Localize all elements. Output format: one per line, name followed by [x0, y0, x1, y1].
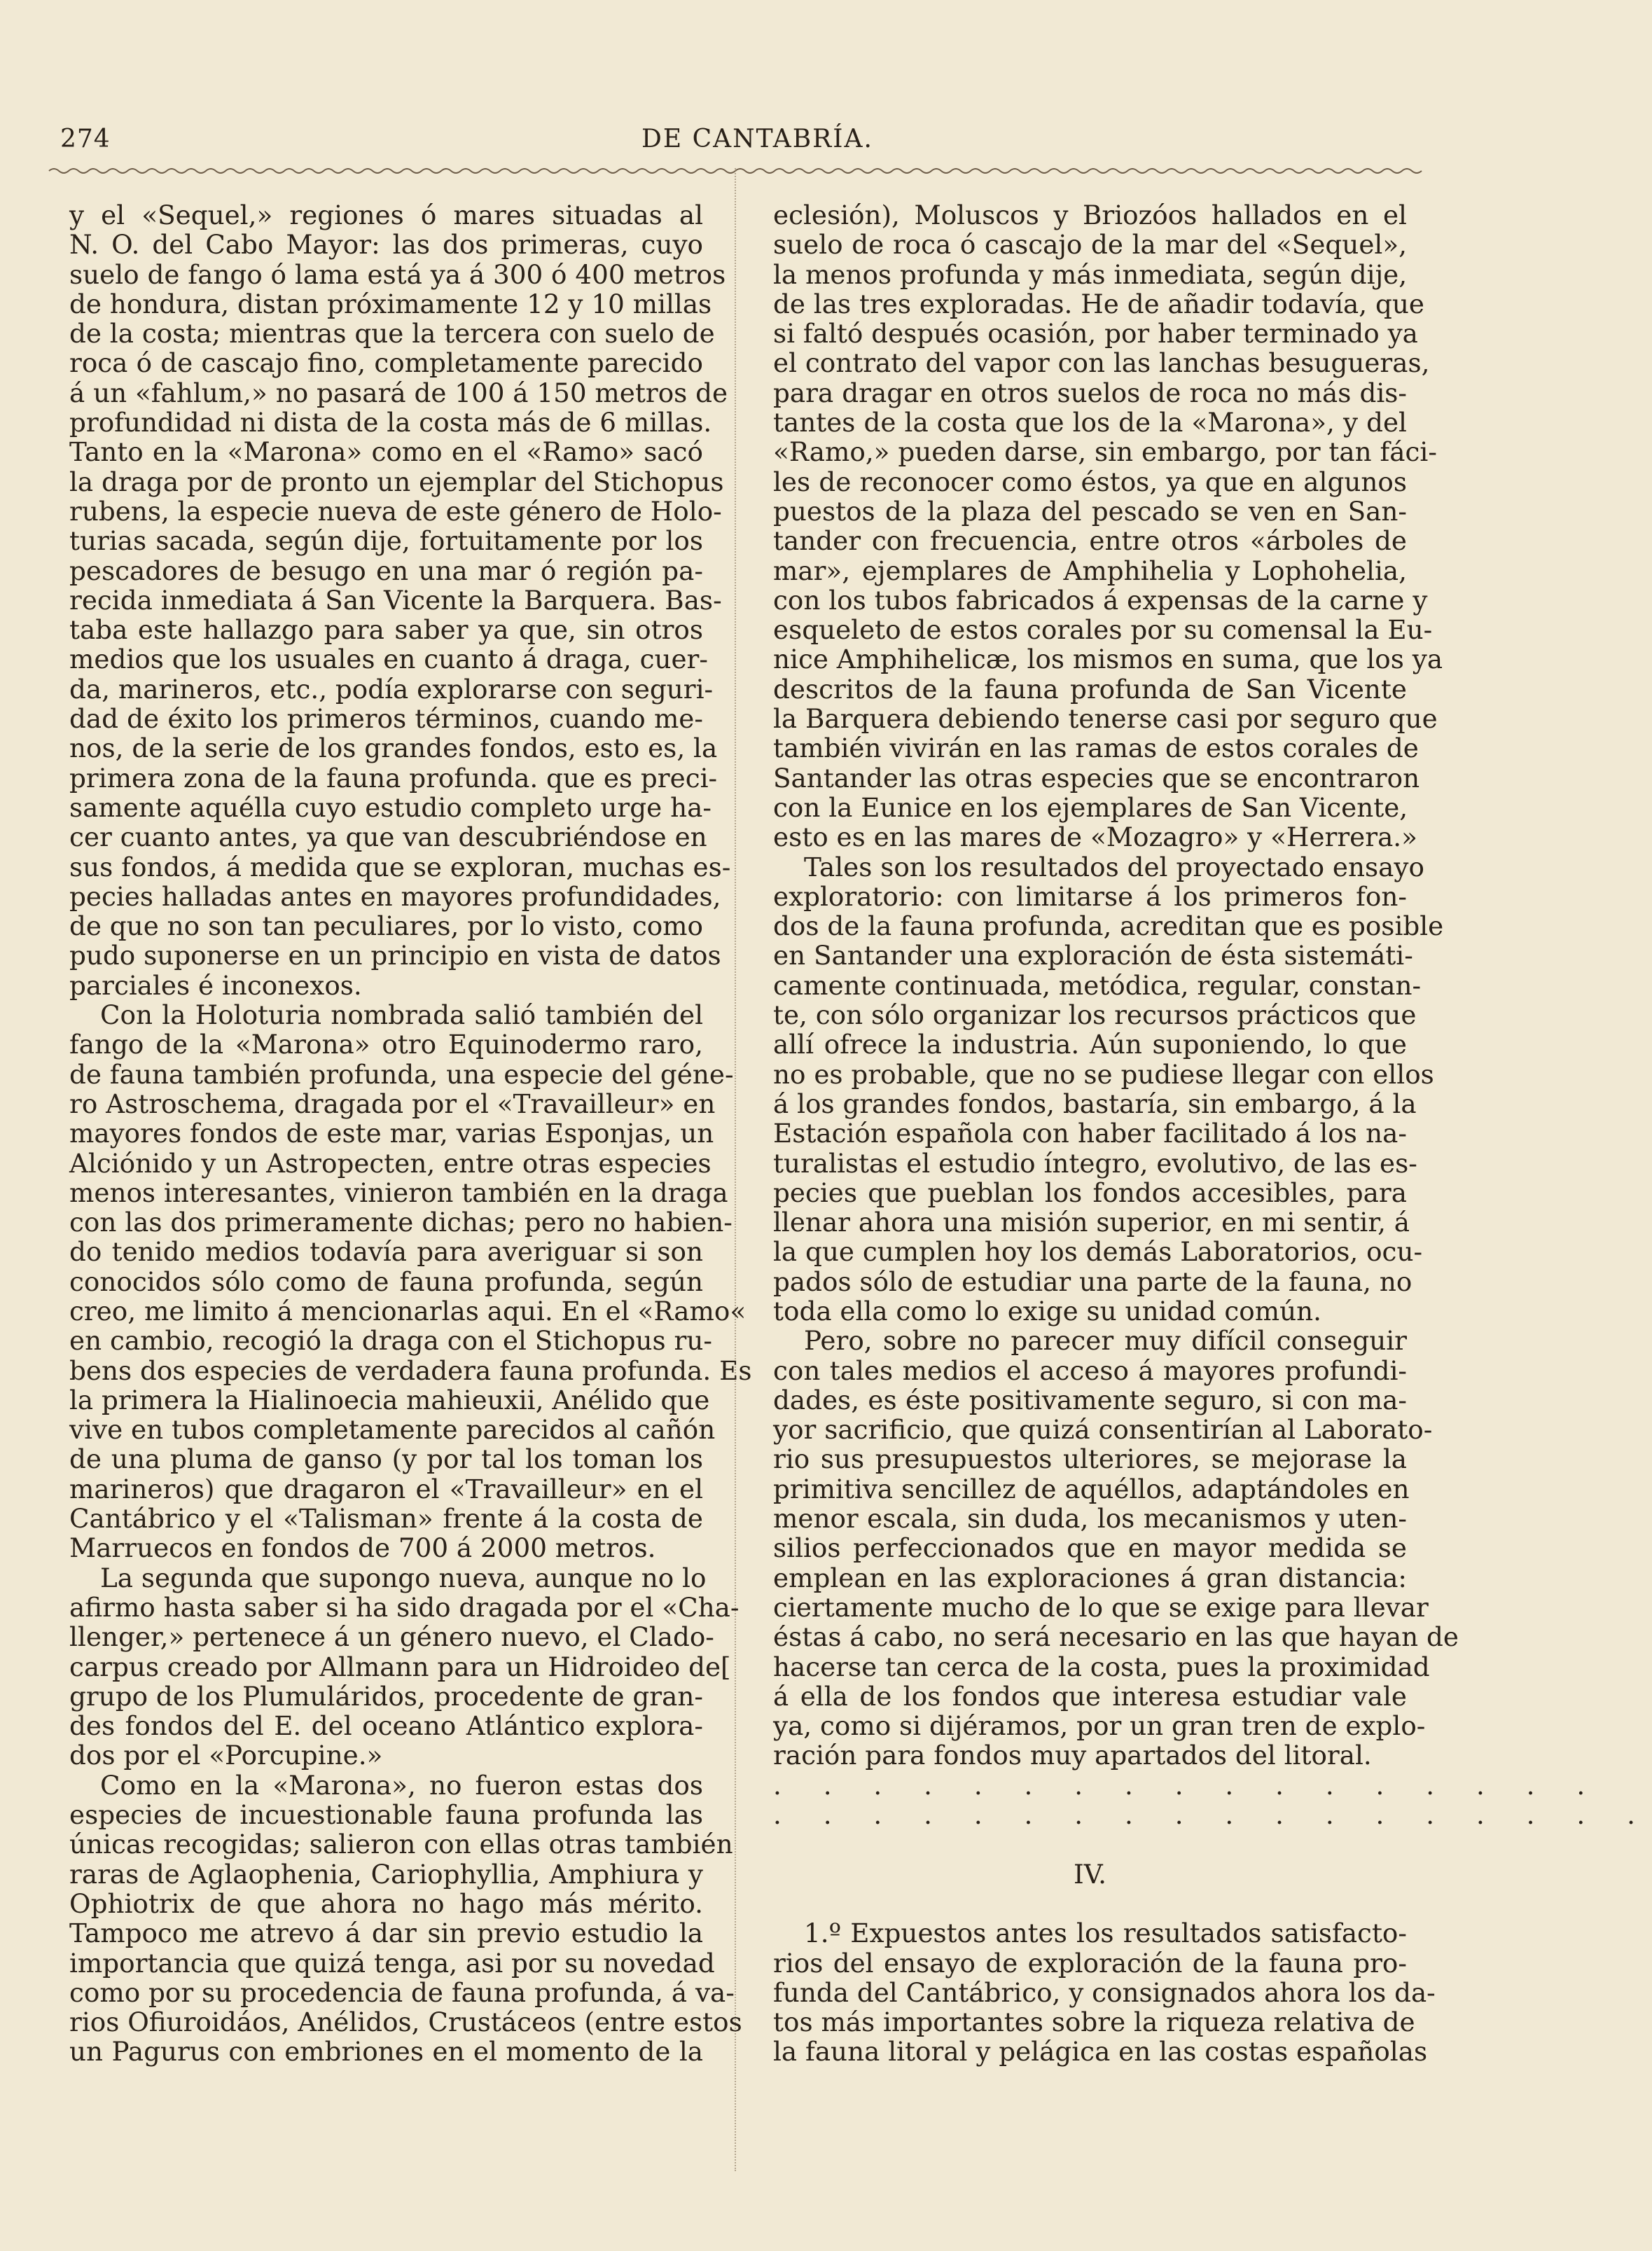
text-line: descritos de la fauna profunda de San Vicente [773, 673, 1407, 705]
text-line: primera zona de la fauna profunda. que es preci- [69, 762, 718, 794]
text-line: roca ó de cascajo fino, completamente parecido [69, 347, 703, 379]
text-line: no es probable, que no se pudiese llegar con ellos [773, 1058, 1434, 1090]
text-line: toda ella como lo exige su unidad común. [773, 1295, 1321, 1327]
text-line: yor sacrificio, que quizá consentirían al Laborato- [773, 1414, 1433, 1446]
text-line: afirmo hasta saber si ha sido dragada por el «Cha- [69, 1591, 740, 1623]
text-line: dades, es éste positivamente seguro, si con ma- [773, 1384, 1407, 1415]
text-line: el contrato del vapor con las lanchas besugueras, [773, 347, 1430, 379]
text-line: á los grandes fondos, bastaría, sin embargo, á la [773, 1088, 1417, 1119]
text-line: ración para fondos muy apartados del litoral. [773, 1740, 1372, 1771]
text-line: funda del Cantábrico, y consignados ahora los da- [773, 1976, 1436, 2008]
text-line: Santander las otras especies que se encontraron [773, 762, 1420, 794]
text-line: Estación española con haber facilitado á los na- [773, 1118, 1407, 1149]
text-line: menor escala, sin duda, los mecanismos y uten- [773, 1503, 1407, 1535]
text-line: «Ramo,» pueden darse, sin embargo, por tan fáci- [773, 436, 1437, 468]
text-line: de fauna también profunda, una especie del géne- [69, 1058, 734, 1090]
text-line: eclesión), Moluscos y Briozóos hallados en el [773, 200, 1407, 230]
text-line: Cantábrico y el «Talisman» frente á la costa de [69, 1503, 703, 1535]
text-line: te, con sólo organizar los recursos prácticos que [773, 999, 1417, 1031]
text-line: taba este hallazgo para saber ya que, sin otros [69, 614, 703, 646]
text-line: primitiva sencillez de aquéllos, adaptándoles en [773, 1473, 1410, 1504]
text-line: la Barquera debiendo tenerse casi por seguro que [773, 703, 1438, 735]
text-line: únicas recogidas; salieron con ellas otras también [69, 1829, 733, 1860]
text-line: vive en tubos completamente parecidos al cañón [69, 1414, 716, 1446]
text-line: dos de la fauna profunda, acreditan que es posible [773, 910, 1444, 942]
text-line: con las dos primeramente dichas; pero no habien- [69, 1207, 733, 1238]
text-line: en Santander una exploración de ésta sistemáti- [773, 940, 1413, 971]
text-line: pudo suponerse en un principio en vista de datos [69, 940, 721, 971]
text-line: medios que los usuales en cuanto á draga, cuer- [69, 644, 708, 675]
text-line: mayores fondos de este mar, varias Esponjas, un [69, 1118, 714, 1149]
spacer [773, 1889, 1407, 1918]
text-line: de las tres exploradas. He de añadir todavía, que [773, 288, 1424, 319]
text-line: la fauna litoral y pelágica en las costas españolas [773, 2036, 1428, 2068]
text-line: fango de la «Marona» otro Equinodermo raro, [69, 1029, 703, 1060]
ellipsis-line: . . . . . . . . . . . . . . . . . . [773, 1799, 1652, 1831]
text-line: Tanto en la «Marona» como en el «Ramo» sacó [69, 436, 703, 468]
text-line: menos interesantes, vinieron también en la draga [69, 1177, 728, 1208]
page-number: 274 [60, 125, 111, 153]
text-line: puestos de la plaza del pescado se ven en San- [773, 495, 1407, 527]
text-line: emplean en las exploraciones á gran distancia: [773, 1562, 1407, 1593]
text-line: rubens, la especie nueva de este género de Holo- [69, 495, 722, 527]
text-line: suelo de fango ó lama está ya á 300 ó 400 metros [69, 258, 726, 290]
right-column [773, 200, 1652, 2068]
text-line: llenger,» pertenece á un género nuevo, el Clado- [69, 1621, 714, 1653]
text-line: Como en la «Marona», no fueron estas dos [100, 1769, 703, 1801]
text-line: do tenido medios todavía para averiguar si son [69, 1236, 703, 1268]
text-line: de una pluma de ganso (y por tal los toman los [69, 1443, 703, 1475]
text-line: si faltó después ocasión, por haber terminado ya [773, 318, 1418, 349]
text-line: también vivirán en las ramas de estos corales de [773, 733, 1419, 764]
text-line: La segunda que supongo nueva, aunque no lo [100, 1562, 707, 1593]
text-line: Alciónido y un Astropecten, entre otras especies [69, 1147, 712, 1179]
text-line: con la Eunice en los ejemplares de San Vicente, [773, 791, 1408, 823]
text-line: pecies que pueblan los fondos accesibles, para [773, 1177, 1407, 1208]
text-line: Marruecos en fondos de 700 á 2000 metros. [69, 1532, 656, 1564]
text-line: marineros) que dragaron el «Travailleur» en el [69, 1473, 703, 1504]
text-line: camente continuada, metódica, regular, constan- [773, 969, 1422, 1001]
text-line: Ophiotrix de que ahora no hago más mérito. [69, 1888, 703, 1919]
text-line: samente aquélla cuyo estudio completo urge ha- [69, 791, 712, 823]
text-line: profundidad ni dista de la costa más de 6 millas. [69, 407, 712, 438]
text-line: exploratorio: con limitarse á los primeros fon- [773, 880, 1407, 912]
text-line: Con la Holoturia nombrada salió también del [100, 999, 703, 1031]
text-line: tander con frecuencia, entre otros «árboles de [773, 525, 1407, 557]
text-line: silios perfeccionados que en mayor medida se [773, 1532, 1407, 1564]
running-title: DE CANTABRÍA. [641, 125, 873, 153]
text-line: éstas á cabo, no será necesario en las que hayan de [773, 1621, 1459, 1653]
text-line: conocidos sólo como de fauna profunda, según [69, 1266, 703, 1297]
text-line: grupo de los Plumuláridos, procedente de gran- [69, 1680, 703, 1712]
text-line: ciertamente mucho de lo que se exige para llevar [773, 1591, 1429, 1623]
text-line: da, marineros, etc., podía explorarse con seguri- [69, 673, 714, 705]
text-line: cer cuanto antes, ya que van descubriéndose en [69, 822, 707, 853]
text-line: esto es en las mares de «Mozagro» y «Herrera.» [773, 822, 1417, 853]
text-line: sus fondos, á medida que se exploran, muchas es- [69, 851, 731, 882]
text-line: creo, me limito á mencionarlas aqui. En el «Ramo« [69, 1295, 747, 1327]
text-line: á ella de los fondos que interesa estudiar vale [773, 1680, 1407, 1712]
text-line: nos, de la serie de los grandes fondos, esto es, la [69, 733, 718, 764]
text-line: de hondura, distan próximamente 12 y 10 millas [69, 288, 712, 319]
text-line: allí ofrece la industria. Aún suponiendo, lo que [773, 1029, 1407, 1060]
text-line: Tampoco me atrevo á dar sin previo estudio la [69, 1918, 703, 1949]
text-line: con tales medios el acceso á mayores profundi- [773, 1355, 1407, 1386]
text-line: para dragar en otros suelos de roca no más dis- [773, 377, 1407, 408]
text-line: la primera la Hialinoecia mahieuxii, Anélido que [69, 1384, 710, 1415]
text-line: la que cumplen hoy los demás Laboratorios, ocu- [773, 1236, 1423, 1268]
text-line: importancia que quizá tenga, asi por su novedad [69, 1947, 715, 1979]
text-line: esqueleto de estos corales por su comensal la Eu- [773, 614, 1433, 646]
text-line: pecies halladas antes en mayores profundidades, [69, 880, 721, 912]
text-line: recida inmediata á San Vicente la Barquera. Bas- [69, 584, 722, 616]
text-line: á un «fahlum,» no pasará de 100 á 150 metros de [69, 377, 728, 408]
text-line: turias sacada, según dije, fortuitamente por los [69, 525, 703, 557]
text-line: pescadores de besugo en una mar ó región pa- [69, 555, 703, 586]
section-heading: IV. [1073, 1858, 1106, 1890]
text-line: como por su procedencia de fauna profunda, á va- [69, 1976, 735, 2008]
text-line: ya, como si dijéramos, por un gran tren de explo- [773, 1710, 1426, 1742]
text-line: en cambio, recogió la draga con el Stichopus ru- [69, 1325, 712, 1357]
text-line: con los tubos fabricados á expensas de la carne y [773, 584, 1428, 616]
left-column [69, 200, 752, 2068]
text-line: tos más importantes sobre la riqueza relativa de [773, 2007, 1415, 2038]
text-line: de la costa; mientras que la tercera con suelo de [69, 318, 715, 349]
text-line: rios del ensayo de exploración de la fauna pro- [773, 1947, 1407, 1979]
text-line: la draga por de pronto un ejemplar del Stichopus [69, 466, 724, 497]
text-line: les de reconocer como éstos, ya que en algunos [773, 466, 1407, 497]
text-line: rios Ofiuroidáos, Anélidos, Crustáceos (entre estos [69, 2007, 742, 2038]
text-line: llenar ahora una misión superior, en mi sentir, á [773, 1207, 1410, 1238]
text-line: bens dos especies de verdadera fauna profunda. Es [69, 1355, 752, 1386]
text-line: hacerse tan cerca de la costa, pues la proximidad [773, 1651, 1430, 1682]
text-line: 1.º Expuestos antes los resultados satisfacto- [804, 1918, 1407, 1949]
text-line: Pero, sobre no parecer muy difícil conseguir [804, 1325, 1407, 1357]
text-line: des fondos del E. del oceano Atlántico explora- [69, 1710, 703, 1742]
text-line: la menos profunda y más inmediata, según dije, [773, 258, 1408, 290]
text-line: raras de Aglaophenia, Cariophyllia, Amphiura y [69, 1858, 703, 1890]
text-line: ro Astroschema, dragada por el «Travailleur» en [69, 1088, 716, 1119]
text-line: dad de éxito los primeros términos, cuando me- [69, 703, 703, 735]
text-line: turalistas el estudio íntegro, evolutivo, de las es- [773, 1147, 1417, 1179]
text-line: N. O. del Cabo Mayor: las dos primeras, cuyo [69, 229, 703, 261]
text-line: pados sólo de estudiar una parte de la fauna, no [773, 1266, 1412, 1297]
text-line: de que no son tan peculiares, por lo visto, como [69, 910, 703, 942]
text-line: dos por el «Porcupine.» [69, 1740, 383, 1771]
text-line: un Pagurus con embriones en el momento de la [69, 2036, 703, 2068]
text-line: carpus creado por Allmann para un Hidroideo de[ [69, 1651, 731, 1682]
text-line: Tales son los resultados del proyectado ensayo [804, 851, 1424, 882]
text-line: nice Amphihelicæ, los mismos en suma, que los ya [773, 644, 1443, 675]
spacer [773, 1829, 1407, 1859]
ellipsis-line: . . . . . . . . . . . . . . . . . [773, 1769, 1602, 1801]
text-line: mar», ejemplares de Amphihelia y Lophohelia, [773, 555, 1407, 586]
text-line: suelo de roca ó cascajo de la mar del «Sequel», [773, 229, 1407, 261]
column-divider [735, 168, 736, 2171]
text-line: parciales é inconexos. [69, 969, 362, 1001]
text-line: rio sus presupuestos ulteriores, se mejorase la [773, 1443, 1407, 1475]
text-line: especies de incuestionable fauna profunda las [69, 1799, 703, 1831]
text-line: tantes de la costa que los de la «Marona», y del [773, 407, 1407, 438]
text-line: y el «Sequel,» regiones ó mares situadas al [69, 200, 703, 230]
